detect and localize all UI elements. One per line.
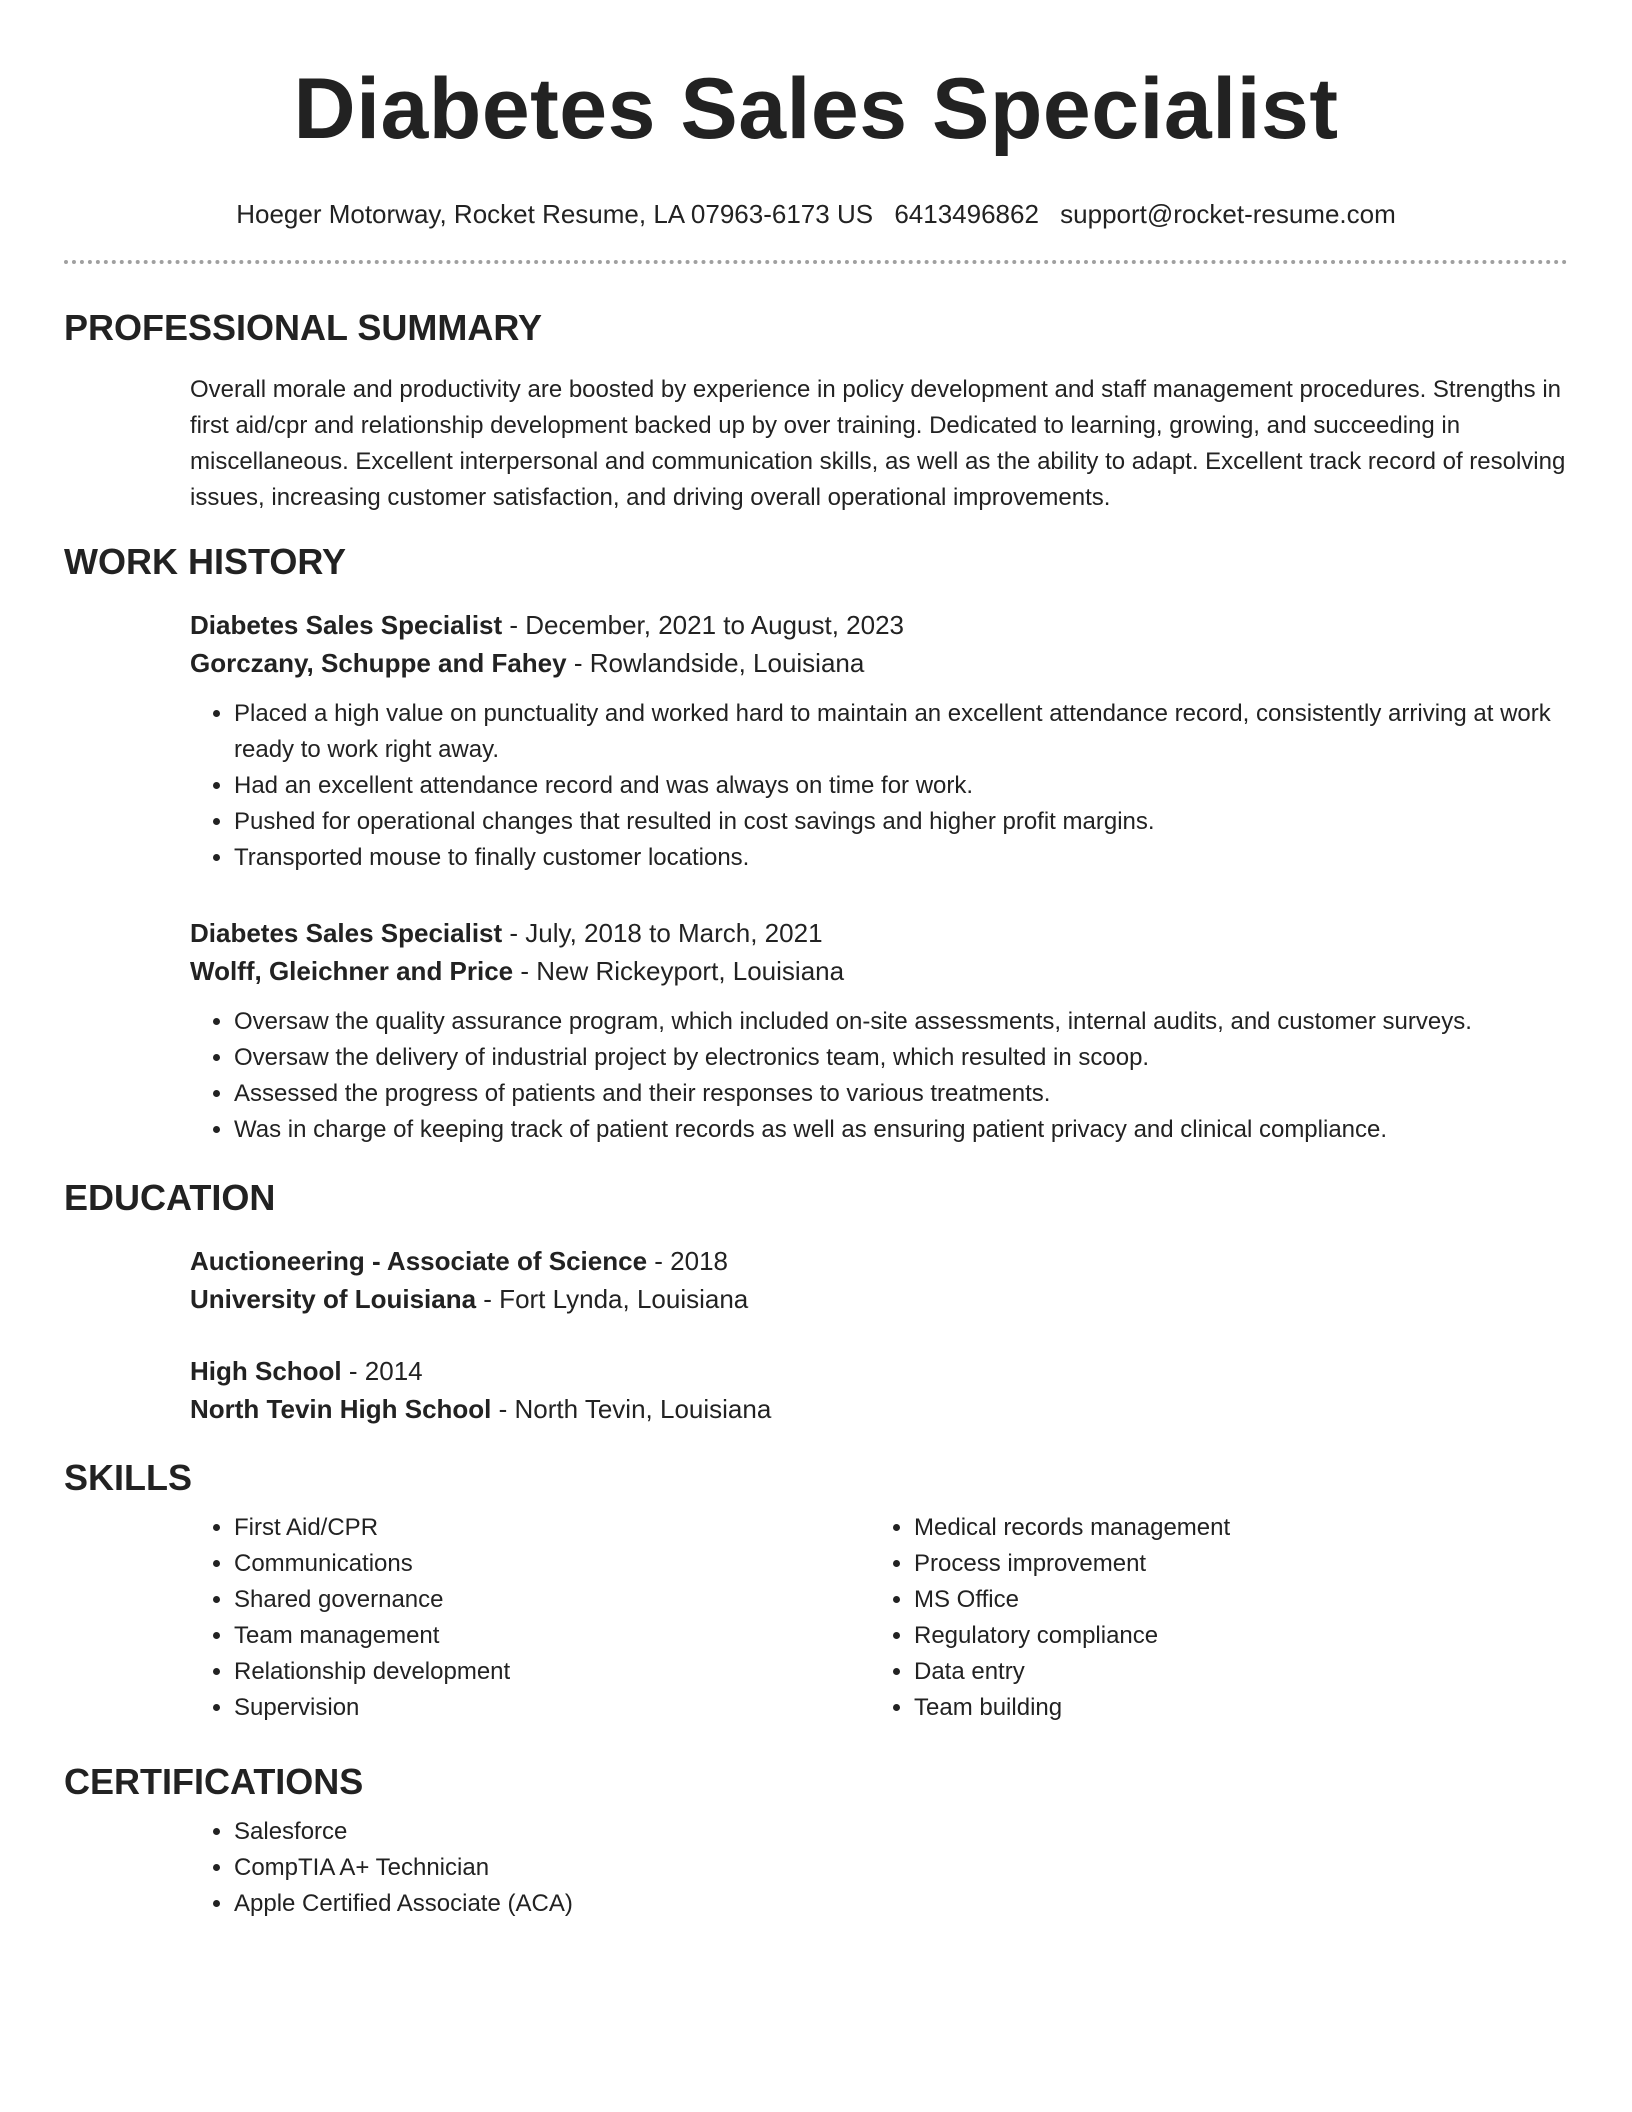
- job-company: Gorczany, Schuppe and Fahey: [190, 648, 567, 678]
- certification-item: • Salesforce: [234, 1814, 1568, 1850]
- list-item: • Had an excellent attendance record and was always on time for work.: [234, 768, 1568, 804]
- skill-item: • Supervision: [234, 1690, 870, 1726]
- education-entry: [190, 1242, 1568, 1318]
- education-year: - 2014: [341, 1356, 423, 1386]
- skills-heading: SKILLS: [64, 1457, 193, 1498]
- job-company: Wolff, Gleichner and Price: [190, 956, 514, 986]
- education-degree: Auctioneering - Associate of Science: [190, 1246, 648, 1276]
- job-dates: - July, 2018 to March, 2021: [502, 918, 823, 948]
- job-role: Diabetes Sales Specialist: [190, 610, 503, 640]
- list-item: • Transported mouse to finally customer locations.: [234, 840, 1568, 876]
- certifications-heading: CERTIFICATIONS: [64, 1761, 364, 1802]
- skill-item: • Shared governance: [234, 1582, 870, 1618]
- header-divider: [64, 260, 1568, 264]
- skill-item: • Regulatory compliance: [914, 1618, 1514, 1654]
- skill-item: • MS Office: [914, 1582, 1514, 1618]
- education-school: North Tevin High School: [190, 1394, 492, 1424]
- skill-item: • Team management: [234, 1618, 870, 1654]
- certifications-body: [190, 1814, 1568, 1922]
- education-heading: EDUCATION: [64, 1177, 276, 1218]
- resume-name: Diabetes Sales Specialist: [293, 61, 1339, 157]
- certifications-list: [190, 1814, 1568, 1922]
- list-item: • Pushed for operational changes that resulted in cost savings and higher profit margins.: [234, 804, 1568, 840]
- certification-item: • Apple Certified Associate (ACA): [234, 1886, 1568, 1922]
- job-company-line: [190, 644, 1568, 682]
- education-location: - Fort Lynda, Louisiana: [476, 1284, 749, 1314]
- skill-item: • Communications: [234, 1546, 870, 1582]
- list-item: • Oversaw the quality assurance program, which included on-site assessments, internal audits, and customer surveys.: [234, 1004, 1568, 1040]
- summary-text: Overall morale and productivity are boosted by experience in policy development and staff management procedures. Strengths in first aid/cpr and relationship development backed up by over training. Dedicated to learning, growing, and succeeding in miscellaneous. Excellent interpersonal and communication skills, as well as the ability to adapt. Excellent track record of resolving issues, increasing customer satisfaction, and driving overall operational improvements.: [190, 376, 1566, 511]
- skills-left-column: [190, 1510, 870, 1726]
- education-school-line: [190, 1390, 1568, 1428]
- certification-item: • CompTIA A+ Technician: [234, 1850, 1568, 1886]
- resume-page: [64, 0, 1568, 1922]
- contact-phone: 6413496862: [894, 199, 1039, 229]
- job-role: Diabetes Sales Specialist: [190, 918, 503, 948]
- job-entry: [190, 606, 1568, 876]
- job-location: - Rowlandside, Louisiana: [566, 648, 865, 678]
- job-location: - New Rickeyport, Louisiana: [513, 956, 845, 986]
- contact-line: [64, 196, 1568, 232]
- skill-item: • Process improvement: [914, 1546, 1514, 1582]
- list-item: • Was in charge of keeping track of patient records as well as ensuring patient privacy and clinical compliance.: [234, 1112, 1568, 1148]
- list-item: • Assessed the progress of patients and their responses to various treatments.: [234, 1076, 1568, 1112]
- job-bullets: [190, 696, 1568, 876]
- summary-heading: PROFESSIONAL SUMMARY: [64, 307, 543, 348]
- education-location: - North Tevin, Louisiana: [491, 1394, 772, 1424]
- contact-address: Hoeger Motorway, Rocket Resume, LA 07963-6173 US: [236, 199, 874, 229]
- education-school-line: [190, 1280, 1568, 1318]
- list-item: • Oversaw the delivery of industrial project by electronics team, which resulted in scoop.: [234, 1040, 1568, 1076]
- skill-item: • Data entry: [914, 1654, 1514, 1690]
- job-title-line: [190, 606, 1568, 644]
- work-history-heading: WORK HISTORY: [64, 541, 347, 582]
- education-school: University of Louisiana: [190, 1284, 477, 1314]
- education-degree-line: [190, 1352, 1568, 1390]
- job-title-line: [190, 914, 1568, 952]
- job-entry: [190, 914, 1568, 1148]
- skills-right-column: [870, 1510, 1514, 1726]
- list-item: • Placed a high value on punctuality and worked hard to maintain an excellent attendance record, consistently arriving at work ready to work right away.: [234, 696, 1568, 768]
- job-company-line: [190, 952, 1568, 990]
- skill-item: • First Aid/CPR: [234, 1510, 870, 1546]
- job-bullets: [190, 1004, 1568, 1148]
- education-degree-line: [190, 1242, 1568, 1280]
- education-degree: High School: [190, 1356, 342, 1386]
- job-dates: - December, 2021 to August, 2023: [502, 610, 904, 640]
- education-year: - 2018: [647, 1246, 728, 1276]
- skill-item: • Team building: [914, 1690, 1514, 1726]
- skills-grid: [190, 1510, 1568, 1726]
- skill-item: • Relationship development: [234, 1654, 870, 1690]
- skill-item: • Medical records management: [914, 1510, 1514, 1546]
- education-entry: [190, 1352, 1568, 1428]
- contact-email: support@rocket-resume.com: [1060, 199, 1396, 229]
